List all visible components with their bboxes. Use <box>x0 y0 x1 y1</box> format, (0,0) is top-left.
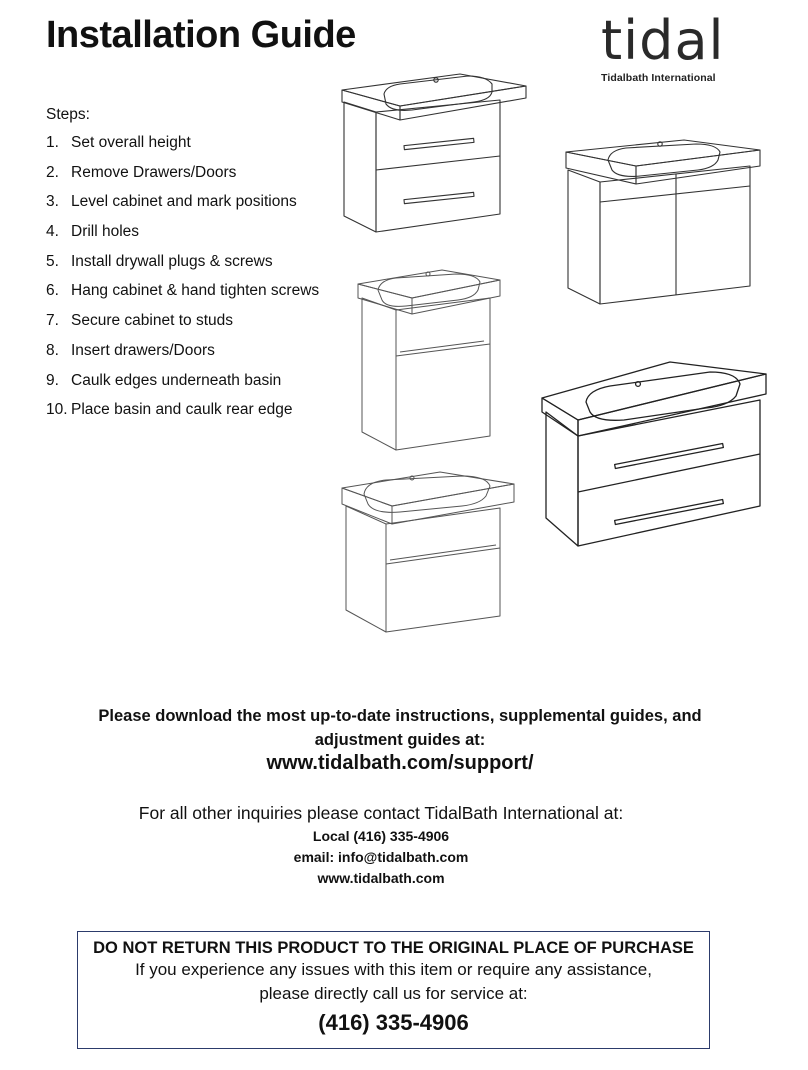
step-number: 6. <box>46 282 59 300</box>
step-text: Drill holes <box>71 223 140 241</box>
notice-title: DO NOT RETURN THIS PRODUCT TO THE ORIGINAL PLACE OF PURCHASE <box>93 939 694 957</box>
step-text: Set overall height <box>71 134 191 151</box>
step-text: Remove Drawers/Doors <box>71 163 237 181</box>
step-text: Install drywall plugs & screws <box>71 252 273 270</box>
step-text: Level cabinet and mark positions <box>71 193 297 211</box>
step-text: Caulk edges underneath basin <box>71 371 282 389</box>
step-number: 9. <box>46 371 59 389</box>
step-item <box>46 401 319 431</box>
logo-tagline: Tidalbath International <box>601 72 716 84</box>
step-item <box>46 312 319 342</box>
step-item <box>46 193 319 223</box>
brand-logo <box>601 9 725 84</box>
contact-website-link[interactable]: www.tidalbath.com <box>317 870 445 886</box>
step-item <box>46 372 319 402</box>
step-item <box>46 253 319 283</box>
service-phone: (416) 335-4906 <box>318 1010 469 1035</box>
step-item <box>46 342 319 372</box>
step-item <box>46 164 319 194</box>
vanity-two-drawer-drawing <box>340 72 530 242</box>
steps-list <box>46 134 319 431</box>
contact-intro: For all other inquiries please contact TidalBath International at: <box>138 803 624 823</box>
step-text: Secure cabinet to studs <box>71 312 233 330</box>
vanity-wide-drawer-drawing <box>540 360 770 550</box>
page-title: Installation Guide <box>46 14 356 56</box>
step-number: 7. <box>46 312 59 330</box>
vanity-two-door-drawing <box>564 138 764 308</box>
step-text: Hang cabinet & hand tighten screws <box>71 282 320 300</box>
vanity-single-drawer-drawing <box>340 470 520 640</box>
step-number: 8. <box>46 341 59 359</box>
step-item <box>46 282 319 312</box>
logo-wordmark: tidal <box>601 9 725 72</box>
notice-line1: If you experience any issues with this item or require any assistance, <box>135 960 652 979</box>
download-text-line1: Please download the most up-to-date instructions, supplemental guides, and <box>98 707 702 725</box>
step-item <box>46 134 319 164</box>
steps-heading: Steps: <box>46 106 90 123</box>
contact-phone: Local (416) 335-4906 <box>312 828 450 844</box>
download-instructions <box>20 704 780 752</box>
steps-section <box>46 106 319 431</box>
download-text-line2: adjustment guides at: <box>314 731 486 749</box>
step-number: 4. <box>46 223 59 241</box>
no-return-notice-box <box>77 931 710 1049</box>
step-number: 1. <box>46 134 59 151</box>
step-number: 5. <box>46 252 59 270</box>
step-text: Place basin and caulk rear edge <box>71 401 293 419</box>
step-item <box>46 223 319 253</box>
step-text: Insert drawers/Doors <box>71 341 215 359</box>
contact-email-link[interactable]: email: info@tidalbath.com <box>293 849 469 865</box>
step-number: 2. <box>46 163 59 181</box>
notice-line2: please directly call us for service at: <box>259 984 528 1003</box>
step-number: 10. <box>46 401 68 419</box>
vanity-single-door-drawing <box>356 268 506 458</box>
support-url-link[interactable]: www.tidalbath.com/support/ <box>266 752 534 774</box>
step-number: 3. <box>46 193 59 211</box>
